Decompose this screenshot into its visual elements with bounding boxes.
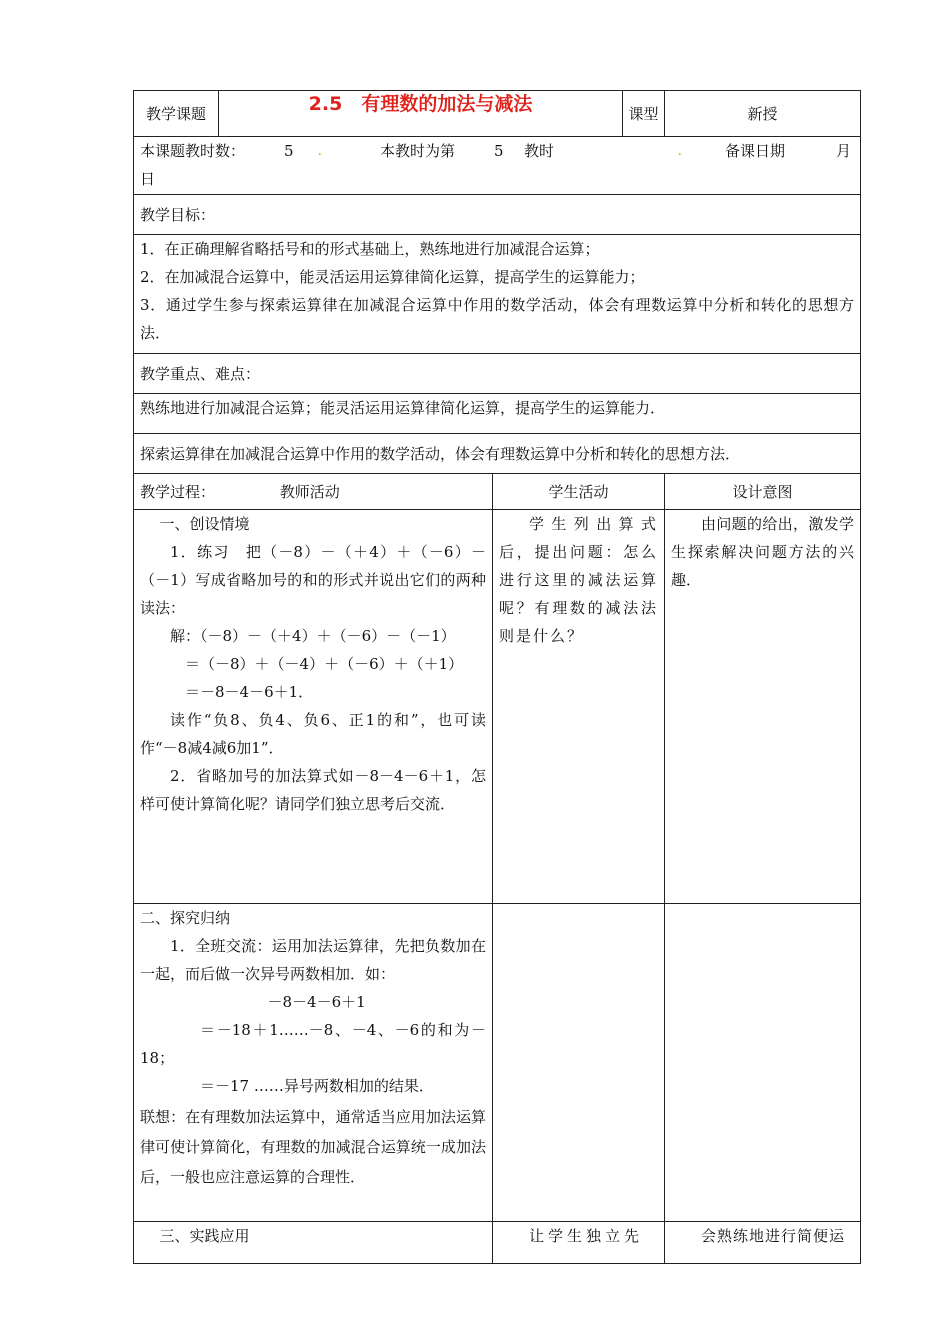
key-heading: 教学重点、难点： xyxy=(134,354,861,394)
student-activity-text: 学生列出算式后，提出问题：怎么进行这里的减法运算呢？有理数的减法法则是什么？ xyxy=(499,515,659,645)
type-label: 课型 xyxy=(623,91,665,137)
process-label: 教学过程： xyxy=(140,482,216,501)
section-line: ＝－8－4－6＋1． xyxy=(185,683,314,701)
section-line: 联想：在有理数加法运算中，通常适当应用加法运算律可使计算简化，有理数的加减混合运算统一成加法后，一般也应注意运算的合理性． xyxy=(140,1108,486,1186)
lesson-plan-page xyxy=(133,90,860,1264)
student-activity-text: 让学生独立先 xyxy=(529,1227,644,1245)
difficulty-row xyxy=(134,434,861,474)
section3-design xyxy=(665,1222,861,1264)
goals-heading: 教学目标： xyxy=(134,195,861,235)
section-heading: 二、探究归纳 xyxy=(140,909,231,927)
goal-item: 1．在正确理解省略括号和的形式基础上，熟练地进行加减混合运算； xyxy=(140,240,600,258)
goals-cell xyxy=(134,235,861,354)
section3-teacher xyxy=(134,1222,493,1264)
difficulty-text: 探索运算律在加减混合运算中作用的数学活动，体会有理数运算中分析和转化的思想方法． xyxy=(134,434,861,474)
hours-cell: 本课题教时数： 5 . 本教时为第 5 教时 . 备课日期 月 日 xyxy=(134,137,861,195)
section-line: ＝－18＋1……－8、－4、－6的和为－18； xyxy=(140,1021,486,1067)
section2-student xyxy=(493,904,665,1222)
section-heading: 三、实践应用 xyxy=(159,1227,250,1245)
current-hour-label: 本教时为第 xyxy=(380,142,456,160)
goal-item: 2．在加减混合运算中，能灵活运用运算律简化运算，提高学生的运算能力； xyxy=(140,268,645,286)
section2-row xyxy=(134,904,861,1222)
header-row xyxy=(134,91,861,137)
current-hour-suffix: 教时 xyxy=(524,142,555,160)
section-line: 2．省略加号的加法算式如－8－4－6＋1，怎样可使计算简化呢？请同学们独立思考后交流． xyxy=(140,767,486,813)
goals-heading-row xyxy=(134,195,861,235)
goal-item: 3．通过学生参与探索运算律在加减混合运算中作用的数学活动，体会有理数运算中分析和转化的思想方法． xyxy=(140,296,855,342)
process-header-cell xyxy=(134,474,493,510)
section-line: ＝－17 ……异号两数相加的结果． xyxy=(200,1077,434,1095)
section3-student xyxy=(493,1222,665,1264)
section-heading: 一、创设情境 xyxy=(159,515,250,533)
process-header-row xyxy=(134,474,861,510)
section2-teacher xyxy=(134,904,493,1222)
key-row xyxy=(134,394,861,434)
type-value: 新授 xyxy=(665,91,861,137)
goals-row xyxy=(134,235,861,354)
section1-design xyxy=(665,510,861,904)
section1-teacher xyxy=(134,510,493,904)
prep-date-label: 备课日期 xyxy=(725,142,786,160)
teacher-activity-header: 教师活动 xyxy=(279,482,340,501)
key-heading-row xyxy=(134,354,861,394)
total-hours-label: 本课题教时数： xyxy=(140,142,246,160)
design-intent-header: 设计意图 xyxy=(665,474,861,510)
section3-row xyxy=(134,1222,861,1264)
topic-label: 教学课题 xyxy=(134,91,219,137)
current-hour-value: 5 xyxy=(494,142,504,160)
key-point-text: 熟练地进行加减混合运算；能灵活运用运算律简化运算，提高学生的运算能力． xyxy=(134,394,861,434)
section-line: 解：（－8）－（＋4）＋（－6）－（－1） xyxy=(170,627,456,645)
lesson-title: 2.5 有理数的加法与减法 xyxy=(219,91,623,137)
section-line: 1．全班交流：运用加法运算律，先把负数加在一起，而后做一次异号两数相加．如： xyxy=(140,937,486,983)
section-line: 1．练习 把（－8）－（＋4）＋（－6）－（－1）写成省略加号的和的形式并说出它们的两种读法： xyxy=(140,543,486,617)
day-label: 日 xyxy=(140,170,156,188)
total-hours-value: 5 xyxy=(284,142,294,160)
hours-row xyxy=(134,137,861,195)
section1-row xyxy=(134,510,861,904)
design-intent-text: 由问题的给出，激发学生探索解决问题方法的兴趣． xyxy=(671,515,855,589)
design-intent-text: 会熟练地进行简便运 xyxy=(701,1227,846,1245)
section-line: ＝（－8）＋（－4）＋（－6）＋（＋1） xyxy=(185,655,464,673)
section1-student xyxy=(493,510,665,904)
lesson-plan-table xyxy=(133,90,861,1264)
student-activity-header: 学生活动 xyxy=(493,474,665,510)
section-line: 读作“负8、负4、负6、正1的和”，也可读作“－8减4减6加1”． xyxy=(140,711,486,757)
month-label: 月 xyxy=(836,142,852,160)
section2-design xyxy=(665,904,861,1222)
section-line: －8－4－6＋1 xyxy=(267,993,366,1011)
